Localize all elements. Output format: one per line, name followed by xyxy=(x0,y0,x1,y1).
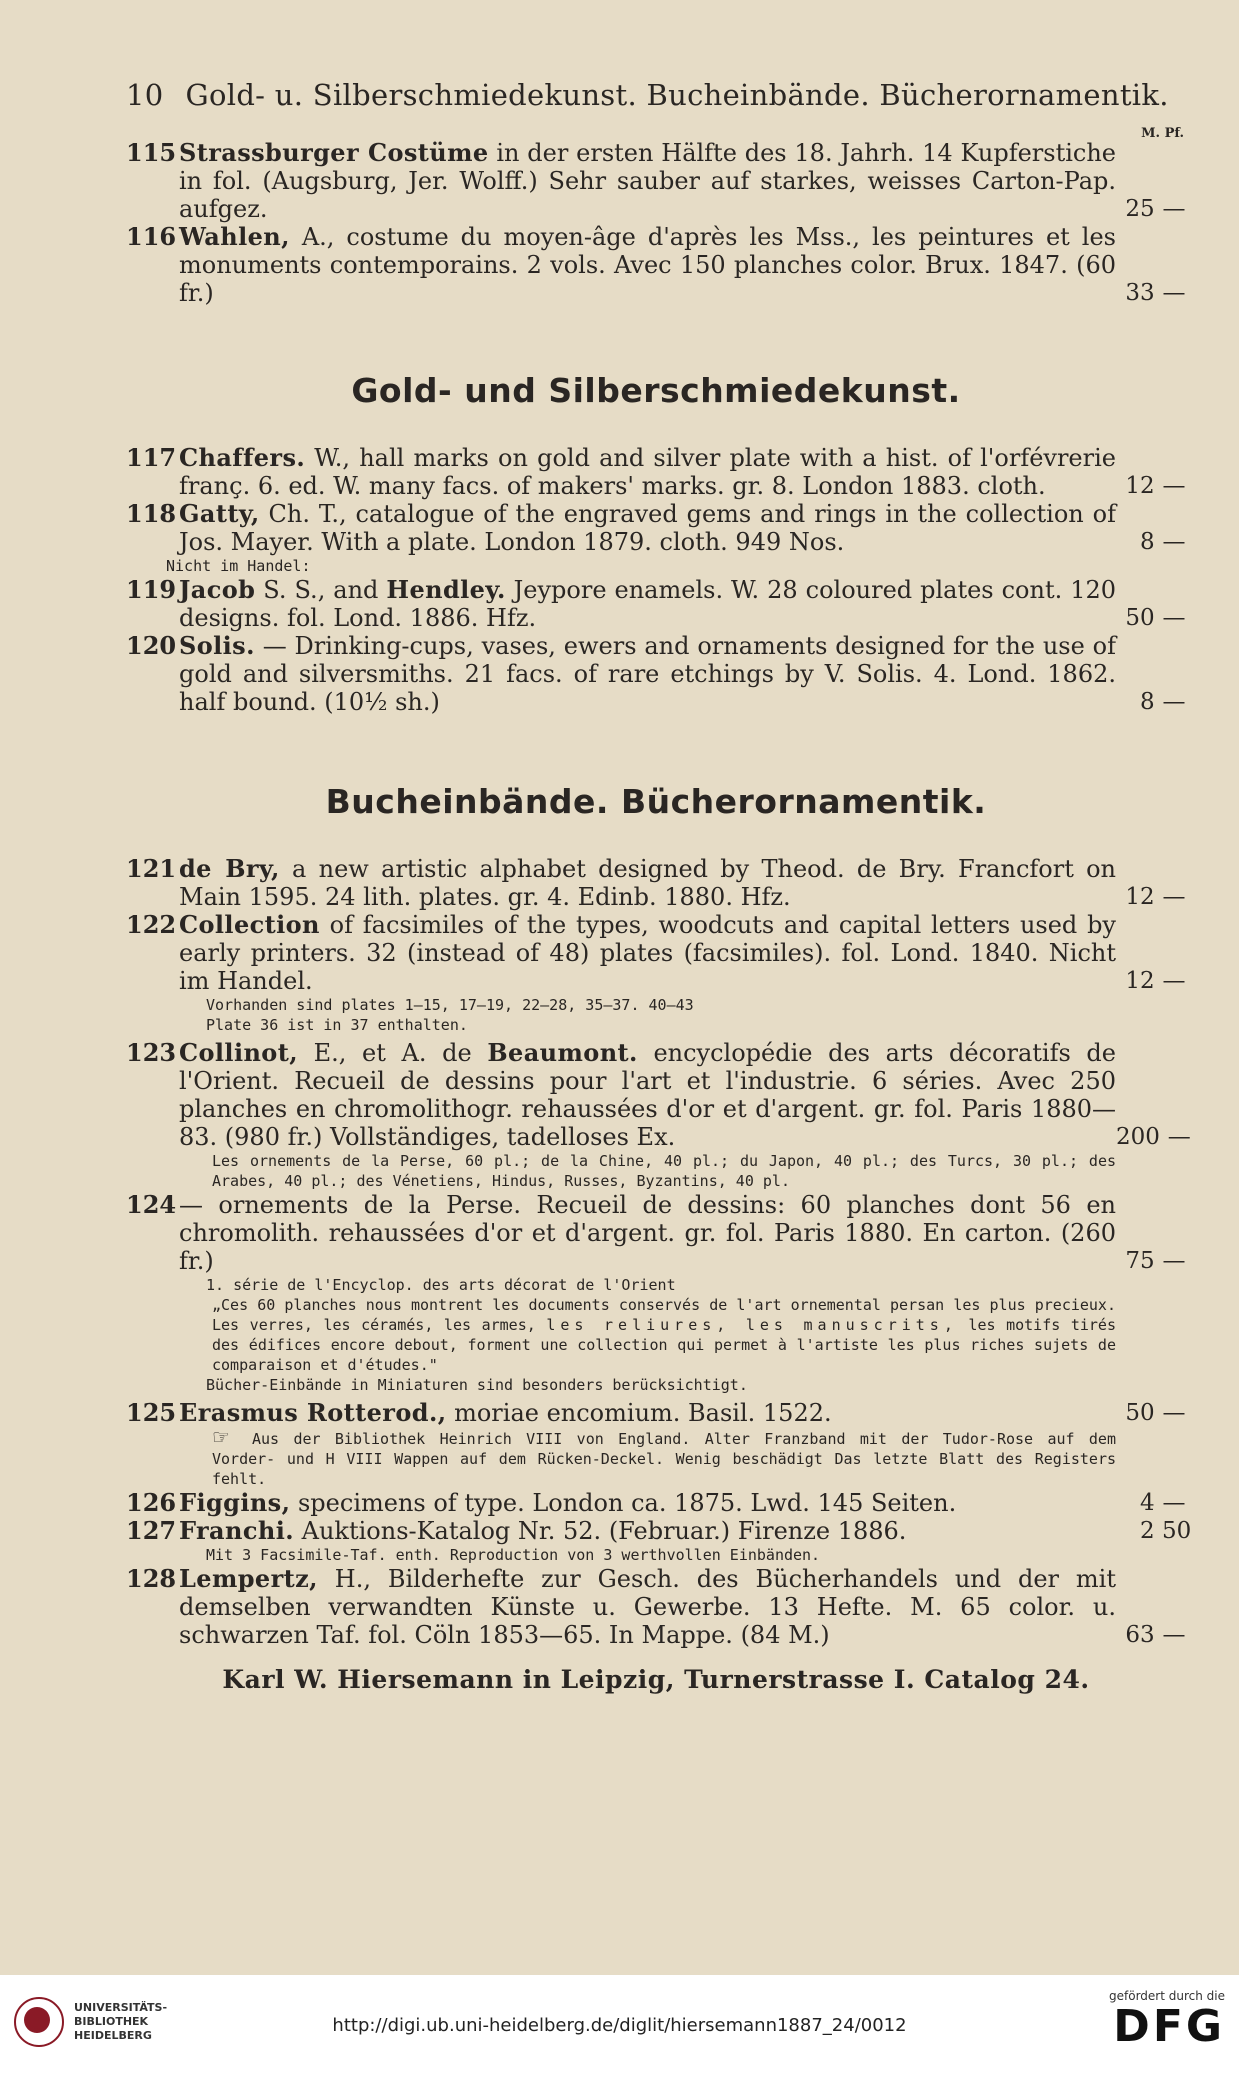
entry-price xyxy=(1116,1517,1192,1545)
catalog-entry-118 xyxy=(126,500,1186,556)
entry-price xyxy=(1116,604,1186,632)
entry-price xyxy=(1116,967,1186,995)
entry-author: de Bry, xyxy=(179,854,280,883)
entry-text: W., hall marks on gold and silver plate with a hist. of l'orfévrerie franç. 6. ed. W. many facs. of makers' marks. gr. 8. London 1883. cloth. xyxy=(179,444,1116,500)
entry-note: Plate 36 ist in 37 enthalten. xyxy=(206,1016,468,1034)
entry-text: E., et A. de xyxy=(297,1039,488,1067)
catalog-entry-116 xyxy=(126,223,1186,307)
sponsor-caption: gefördert durch die xyxy=(1109,1989,1225,2003)
entry-price xyxy=(1116,195,1186,223)
section-heading-bookbinding: Bucheinbände. Bücherornamentik. xyxy=(325,782,987,821)
entry-note: Les ornements de la Perse, 60 pl.; de la Chine, 40 pl.; du Japon, 40 pl.; des Turcs, 30 pl.; des Arabes, 40 pl.; des Vénetiens, Hindus, Russes, Byzantins, 40 pl. xyxy=(212,1152,1116,1190)
entry-number: 118 xyxy=(126,499,177,528)
entry-price xyxy=(1116,1123,1191,1151)
price-pf: — xyxy=(1162,280,1186,306)
catalog-entry-120 xyxy=(126,632,1186,716)
entry-author: Lempertz, xyxy=(179,1564,318,1593)
catalog-entry-119 xyxy=(126,576,1186,632)
price-marks: 33 xyxy=(1125,280,1155,306)
entry-note: Nicht im Handel: xyxy=(166,557,311,575)
quote-part: „Ces 60 planches nous montrent les documents conservés de l'art ornemental persan les plus precieux. Les verres, les céramés, les armes, xyxy=(212,1296,1116,1334)
price-marks: 50 xyxy=(1125,605,1155,631)
entry-number: 126 xyxy=(126,1488,177,1517)
price-marks: 8 xyxy=(1140,529,1155,555)
viewer-bottom-bar xyxy=(0,1975,1239,2075)
entry-text-2: Jeypore enamels. W. 28 coloured plates cont. 120 designs. fol. Lond. 1886. Hfz. xyxy=(179,576,1116,632)
catalog-entry-117 xyxy=(126,444,1186,500)
entry-number: 124 xyxy=(126,1190,177,1219)
price-marks: 12 xyxy=(1125,473,1155,499)
price-pf: — xyxy=(1162,1400,1186,1426)
entry-author: Figgins, xyxy=(179,1488,291,1517)
entry-note: Bücher-Einbände in Miniaturen sind besonders berücksichtigt. xyxy=(206,1376,748,1394)
entry-author-2: Hendley. xyxy=(386,575,506,604)
entry-author: Jacob xyxy=(179,575,256,604)
entry-price xyxy=(1116,1489,1186,1517)
entry-author: Chaffers. xyxy=(179,443,306,472)
entry-text: a new artistic alphabet designed by Theod. de Bry. Francfort on Main 1595. 24 lith. plates. gr. 4. Edinb. 1880. Hfz. xyxy=(179,855,1117,911)
price-pf: — xyxy=(1162,968,1186,994)
page-content xyxy=(126,78,1192,1694)
entry-text: H., Bilderhefte zur Gesch. des Bücherhandels und der mit demselben verwandten Künste u. Gewerbe. 13 Hefte. M. 65 color. u. schwarzen Taf. fol. Cöln 1853—65. In Mappe. (84 M.) xyxy=(179,1565,1116,1649)
catalog-entry-127 xyxy=(126,1516,1192,1545)
entry-number: 127 xyxy=(126,1516,177,1545)
price-marks: 200 xyxy=(1116,1124,1160,1150)
sponsor-logo xyxy=(1109,1989,1225,2051)
catalog-entry-125 xyxy=(126,1399,1186,1427)
entry-number: 123 xyxy=(126,1038,177,1067)
entry-price xyxy=(1116,1247,1186,1275)
catalog-entry-121 xyxy=(126,855,1186,911)
entry-text: — ornements de la Perse. Recueil de dessins: 60 planches dont 56 en chromolith. rehaussées d'or et d'argent. gr. fol. Paris 1880. En carton. (260 fr.) xyxy=(179,1191,1116,1275)
currency-header: M. Pf. xyxy=(1141,126,1184,141)
entry-number: 115 xyxy=(126,138,177,167)
price-marks: 50 xyxy=(1125,1400,1155,1426)
entry-quote xyxy=(212,1295,1116,1375)
entry-author-2: Beaumont. xyxy=(487,1038,638,1067)
entry-number: 117 xyxy=(126,443,177,472)
entry-price xyxy=(1116,1399,1186,1427)
entry-author: Gatty, xyxy=(179,499,260,528)
entry-number: 119 xyxy=(126,575,177,604)
entry-author: Solis. xyxy=(179,631,255,660)
entry-price xyxy=(1116,472,1186,500)
entry-number: 122 xyxy=(126,910,177,939)
price-pf: — xyxy=(1162,473,1186,499)
page-number: 10 xyxy=(126,78,164,112)
entry-author: Collinot, xyxy=(179,1038,298,1067)
entry-author: Wahlen, xyxy=(179,222,290,251)
entry-text: Auktions-Katalog Nr. 52. (Februar.) Firenze 1886. xyxy=(294,1517,907,1545)
price-pf: — xyxy=(1162,689,1186,715)
quote-part: les motifs tirés des édifices encore debout, forment une collection qui permet à l'artiste les plus riches sujets de comparaison et d'études." xyxy=(212,1316,1116,1374)
price-marks: 63 xyxy=(1125,1622,1155,1648)
entry-text: of facsimiles of the types, woodcuts and capital letters used by early printers. 32 (instead of 48) plates (facsimiles). fol. Lond. 1840. Nicht im Handel. xyxy=(179,911,1116,995)
running-title: Gold- u. Silberschmiedekunst. Bucheinbände. Bücherornamentik. xyxy=(185,78,1169,112)
entry-note: Mit 3 Facsimile-Taf. enth. Reproduction von 3 werthvollen Einbänden. xyxy=(206,1546,821,1564)
catalog-entry-126 xyxy=(126,1489,1186,1517)
catalog-entry-124 xyxy=(126,1191,1186,1275)
entry-text: S. S., and xyxy=(255,576,387,604)
catalog-entry-123 xyxy=(126,1038,1191,1151)
price-marks: 12 xyxy=(1125,884,1155,910)
entry-author: Collection xyxy=(179,910,320,939)
price-marks: 75 xyxy=(1125,1248,1155,1274)
dfg-logo-icon: DFG xyxy=(1113,2001,1225,2052)
entry-note xyxy=(212,1427,1116,1489)
note-text: Aus der Bibliothek Heinrich VIII von England. Alter Franzband mit der Tudor-Rose auf dem Vorder- und H VIII Wappen auf dem Rücken-Deckel. Wenig beschädigt Das letzte Blatt des Registers fehlt. xyxy=(212,1430,1116,1488)
entry-text: in der ersten Hälfte des 18. Jahrh. 14 Kupferstiche in fol. (Augsburg, Jer. Wolff.) Sehr sauber auf starkes, weisses Carton-Pap. aufgez. xyxy=(179,139,1116,223)
library-line: BIBLIOTHEK xyxy=(74,2015,149,2028)
entry-note: 1. série de l'Encyclop. des arts décorat de l'Orient xyxy=(206,1276,676,1294)
entry-number: 116 xyxy=(126,222,177,251)
library-line: HEIDELBERG xyxy=(74,2029,152,2042)
section-heading-gold: Gold- und Silberschmiedekunst. xyxy=(351,371,961,410)
entry-text-2: encyclopédie des arts décoratifs de l'Orient. Recueil de dessins pour l'art et l'industrie. 6 séries. Avec 250 planches en chromolithogr. rehaussées d'or et d'argent. gr. fol. Paris 1880—83. (980 fr.) Vollständiges, tadelloses Ex. xyxy=(179,1039,1116,1151)
entry-price xyxy=(1116,883,1186,911)
price-pf: — xyxy=(1162,1490,1186,1516)
catalog-entry-115 xyxy=(126,139,1186,223)
entry-author: Strassburger Costüme xyxy=(179,138,489,167)
price-marks: 8 xyxy=(1140,689,1155,715)
entry-price xyxy=(1116,1621,1186,1649)
price-marks: 25 xyxy=(1125,196,1155,222)
catalog-entry-128 xyxy=(126,1565,1186,1649)
price-pf: — xyxy=(1162,605,1186,631)
entry-price xyxy=(1116,528,1186,556)
price-pf: — xyxy=(1162,1248,1186,1274)
entry-text: Ch. T., catalogue of the engraved gems and rings in the collection of Jos. Mayer. With a plate. London 1879. cloth. 949 Nos. xyxy=(179,500,1116,556)
price-pf: — xyxy=(1162,884,1186,910)
quote-spaced: les reliures, les manuscrits, xyxy=(546,1316,958,1334)
entry-text: moriae encomium. Basil. 1522. xyxy=(446,1399,832,1427)
publisher-footer: Karl W. Hiersemann in Leipzig, Turnerstrasse I. Catalog 24. xyxy=(222,1665,1090,1694)
pointing-hand-icon: ☞ xyxy=(212,1425,230,1449)
entry-number: 128 xyxy=(126,1564,177,1593)
price-pf: 50 xyxy=(1162,1518,1192,1544)
catalog-entry-122 xyxy=(126,911,1186,995)
entry-number: 121 xyxy=(126,854,177,883)
price-pf: — xyxy=(1162,1622,1186,1648)
price-pf: — xyxy=(1162,529,1186,555)
price-pf: — xyxy=(1167,1124,1191,1150)
entry-number: 125 xyxy=(126,1398,177,1427)
entry-text: specimens of type. London ca. 1875. Lwd. 145 Seiten. xyxy=(290,1489,957,1517)
price-marks: 4 xyxy=(1140,1490,1155,1516)
entry-note: Vorhanden sind plates 1—15, 17—19, 22—28, 35—37. 40—43 xyxy=(206,996,694,1014)
running-head xyxy=(126,78,1186,112)
price-marks: 2 xyxy=(1140,1518,1155,1544)
entry-price xyxy=(1116,279,1186,307)
entry-number: 120 xyxy=(126,631,177,660)
entry-text: — Drinking-cups, vases, ewers and ornaments designed for the use of gold and silversmiths. 21 facs. of rare etchings by V. Solis. 4. Lond. 1862. half bound. (10½ sh.) xyxy=(179,632,1116,716)
permalink-url[interactable]: http://digi.ub.uni-heidelberg.de/diglit/hiersemann1887_24/0012 xyxy=(332,2015,907,2036)
entry-text: A., costume du moyen-âge d'après les Mss., les peintures et les monuments contemporains. 2 vols. Avec 150 planches color. Brux. 1847. (60 fr.) xyxy=(179,223,1116,307)
price-marks: 12 xyxy=(1125,968,1155,994)
price-pf: — xyxy=(1162,196,1186,222)
entry-price xyxy=(1116,688,1186,716)
entry-author: Franchi. xyxy=(179,1516,294,1545)
library-line: UNIVERSITÄTS- xyxy=(74,2001,168,2014)
entry-author: Erasmus Rotterod., xyxy=(179,1398,447,1427)
